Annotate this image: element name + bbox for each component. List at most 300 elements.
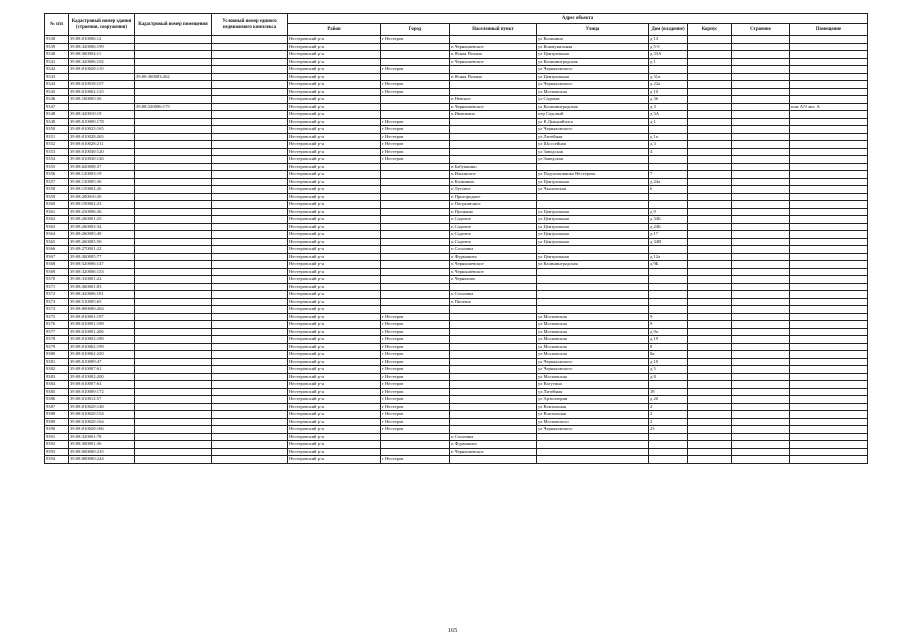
cell-settlement: п Чернышевское (450, 58, 537, 66)
cell-block (688, 88, 732, 96)
cell-building (732, 141, 790, 149)
cell-cad-building: 39:08:010018:157 (69, 81, 135, 89)
table-row (45, 133, 868, 141)
cell-num: 9376 (45, 321, 69, 329)
cell-building (732, 51, 790, 59)
table-row (45, 238, 868, 246)
table-row (45, 313, 868, 321)
cell-cad-room: 39:08:360003:262 (135, 73, 212, 81)
cell-city: г Нестеров (381, 358, 450, 366)
cell-cad-building: 39:08:010009:47 (69, 358, 135, 366)
cell-block (688, 51, 732, 59)
cell-settlement: п Ясная Поляна (450, 51, 537, 59)
cell-cad-building: 39:08:010030:126 (69, 156, 135, 164)
cell-cad-room (135, 276, 212, 284)
cell-city: г Нестеров (381, 366, 450, 374)
cell-cad-room (135, 426, 212, 434)
cell-building (732, 403, 790, 411)
cell-house: 23 (649, 426, 688, 434)
cell-block (688, 43, 732, 51)
cell-settlement (450, 411, 537, 419)
cell-building (732, 208, 790, 216)
cell-city: г Нестеров (381, 133, 450, 141)
cell-street: ул Московская (537, 321, 649, 329)
cell-city (381, 51, 450, 59)
cell-num: 9372 (45, 291, 69, 299)
cell-room (790, 291, 868, 299)
cell-settlement: п Черняхово (450, 276, 537, 284)
cell-cad-single (212, 448, 288, 456)
cell-district: Нестеровский р-н (288, 426, 381, 434)
cell-cad-single (212, 456, 288, 464)
cell-block (688, 433, 732, 441)
cell-building (732, 133, 790, 141)
cell-cad-room (135, 88, 212, 96)
cell-block (688, 268, 732, 276)
cell-num: 9338 (45, 36, 69, 44)
cell-block (688, 291, 732, 299)
cell-cad-room (135, 283, 212, 291)
cell-room (790, 456, 868, 464)
cell-block (688, 96, 732, 104)
cell-room (790, 418, 868, 426)
table-row (45, 66, 868, 74)
cell-cad-room (135, 118, 212, 126)
table-body (45, 36, 868, 464)
cell-city: г Нестеров (381, 411, 450, 419)
table-row (45, 418, 868, 426)
table-row (45, 148, 868, 156)
cell-room (790, 388, 868, 396)
cell-cad-single (212, 366, 288, 374)
cell-street (537, 456, 649, 464)
cell-cad-building: 39:08:010025:165 (69, 126, 135, 134)
cell-city: г Нестеров (381, 141, 450, 149)
cell-district: Нестеровский р-н (288, 456, 381, 464)
cell-settlement: п Садовое (450, 238, 537, 246)
cell-cad-single (212, 186, 288, 194)
cell-street (537, 306, 649, 314)
table-row (45, 373, 868, 381)
cell-street: ул Калининградская (537, 103, 649, 111)
cell-district: Нестеровский р-н (288, 193, 381, 201)
cell-cad-room (135, 388, 212, 396)
cell-city: г Нестеров (381, 328, 450, 336)
cell-city: г Нестеров (381, 426, 450, 434)
cell-room (790, 66, 868, 74)
cell-num: 9363 (45, 223, 69, 231)
cell-cad-room (135, 81, 212, 89)
table-row (45, 156, 868, 164)
cell-city: г Нестеров (381, 313, 450, 321)
cell-room (790, 231, 868, 239)
cell-district: Нестеровский р-н (288, 66, 381, 74)
table-row (45, 441, 868, 449)
cell-num: 9351 (45, 133, 69, 141)
cell-num: 9356 (45, 171, 69, 179)
cell-cad-room (135, 43, 212, 51)
cell-city: г Нестеров (381, 351, 450, 359)
cell-num: 9357 (45, 178, 69, 186)
cell-cad-single (212, 433, 288, 441)
cell-street: ул Заводская (537, 148, 649, 156)
cell-cad-building: 39:08:300005:77 (69, 253, 135, 261)
cell-cad-single (212, 171, 288, 179)
cell-room (790, 133, 868, 141)
cell-street: ул Центральная (537, 73, 649, 81)
cell-num: 9341 (45, 58, 69, 66)
cell-block (688, 276, 732, 284)
cell-cad-single (212, 58, 288, 66)
cell-block (688, 246, 732, 254)
cell-building (732, 88, 790, 96)
cell-city (381, 186, 450, 194)
cell-building (732, 321, 790, 329)
cell-cad-single (212, 163, 288, 171)
cell-street: ул Московского (537, 418, 649, 426)
cell-settlement (450, 388, 537, 396)
cell-settlement (450, 141, 537, 149)
cell-settlement: п Сосновка (450, 246, 537, 254)
header-city: Город (381, 24, 450, 36)
cell-house: 2 (649, 411, 688, 419)
cell-cad-single (212, 246, 288, 254)
cell-street: ул Московская (537, 328, 649, 336)
cell-building (732, 306, 790, 314)
cell-cad-single (212, 208, 288, 216)
table-row (45, 216, 868, 224)
cell-building (732, 456, 790, 464)
cell-settlement (450, 456, 537, 464)
cell-building (732, 336, 790, 344)
cell-cad-single (212, 148, 288, 156)
cell-cad-single (212, 201, 288, 209)
register-table (44, 13, 868, 464)
cell-num: 9355 (45, 163, 69, 171)
cell-district: Нестеровский р-н (288, 373, 381, 381)
cell-house: д 10 (649, 358, 688, 366)
cell-settlement: п Невское (450, 96, 537, 104)
cell-house: д 8 (649, 373, 688, 381)
cell-num: 9347 (45, 103, 69, 111)
cell-city (381, 291, 450, 299)
cell-block (688, 178, 732, 186)
cell-block (688, 103, 732, 111)
cell-cad-room (135, 261, 212, 269)
cell-room (790, 373, 868, 381)
cell-cad-building: 39:08:000000:244 (69, 456, 135, 464)
cell-cad-building: 39:08:230006:26 (69, 208, 135, 216)
cell-cad-building: 39:08:010002:189 (69, 336, 135, 344)
cell-district: Нестеровский р-н (288, 253, 381, 261)
cell-house (649, 156, 688, 164)
cell-num: 9390 (45, 426, 69, 434)
cell-num: 9366 (45, 246, 69, 254)
cell-cad-building: 39:08:320010:19 (69, 111, 135, 119)
cell-district: Нестеровский р-н (288, 381, 381, 389)
cell-city: г Нестеров (381, 81, 450, 89)
cell-cad-building: 39:08:260001:25 (69, 216, 135, 224)
cell-cad-single (212, 43, 288, 51)
cell-room (790, 81, 868, 89)
cell-city (381, 223, 450, 231)
cell-num: 9392 (45, 441, 69, 449)
cell-settlement (450, 156, 537, 164)
cell-district: Нестеровский р-н (288, 433, 381, 441)
cell-settlement: п Садовое (450, 223, 537, 231)
cell-num: 9364 (45, 231, 69, 239)
cell-street: ул Центральная (537, 253, 649, 261)
cell-district: Нестеровский р-н (288, 201, 381, 209)
cell-district: Нестеровский р-н (288, 358, 381, 366)
table-row (45, 388, 868, 396)
cell-district: Нестеровский р-н (288, 366, 381, 374)
table-row (45, 126, 868, 134)
cell-cad-building: 39:08:010007:61 (69, 366, 135, 374)
cell-cad-room (135, 201, 212, 209)
cell-building (732, 81, 790, 89)
cell-house: д 17 (649, 231, 688, 239)
cell-street: ул Московская (537, 343, 649, 351)
table-row (45, 178, 868, 186)
cell-house: д 20 (649, 396, 688, 404)
cell-street: ул Центральная (537, 216, 649, 224)
cell-settlement: п Садовое (450, 231, 537, 239)
cell-house (649, 306, 688, 314)
cell-city: г Нестеров (381, 118, 450, 126)
cell-district: Нестеровский р-н (288, 403, 381, 411)
cell-cad-single (212, 231, 288, 239)
cell-cad-single (212, 103, 288, 111)
cell-district: Нестеровский р-н (288, 261, 381, 269)
cell-room (790, 381, 868, 389)
cell-block (688, 193, 732, 201)
cell-district: Нестеровский р-н (288, 283, 381, 291)
cell-num: 9350 (45, 126, 69, 134)
cell-room (790, 396, 868, 404)
cell-block (688, 133, 732, 141)
table-row (45, 411, 868, 419)
table-row (45, 343, 868, 351)
cell-street: ул Московская (537, 313, 649, 321)
table-row (45, 58, 868, 66)
table-row (45, 276, 868, 284)
cell-block (688, 111, 732, 119)
cell-district: Нестеровский р-н (288, 448, 381, 456)
cell-num: 9387 (45, 403, 69, 411)
cell-room (790, 246, 868, 254)
cell-cad-building: 39:08:320001:78 (69, 433, 135, 441)
cell-city (381, 261, 450, 269)
cell-cad-room (135, 441, 212, 449)
cell-cad-room (135, 148, 212, 156)
cell-district: Нестеровский р-н (288, 306, 381, 314)
cell-house (649, 448, 688, 456)
cell-room (790, 298, 868, 306)
cell-cad-single (212, 178, 288, 186)
cell-block (688, 321, 732, 329)
cell-room (790, 336, 868, 344)
cell-cad-room (135, 186, 212, 194)
cell-cad-building: 39:08:010062:220 (69, 351, 135, 359)
cell-cad-single (212, 216, 288, 224)
table-row (45, 163, 868, 171)
cell-cad-building: 39:08:010062:125 (69, 88, 135, 96)
cell-cad-room (135, 223, 212, 231)
cell-cad-building: 39:08:000000:264 (69, 306, 135, 314)
cell-num: 9348 (45, 111, 69, 119)
cell-building (732, 246, 790, 254)
table-row (45, 231, 868, 239)
cell-building (732, 426, 790, 434)
cell-cad-single (212, 328, 288, 336)
cell-block (688, 156, 732, 164)
cell-room (790, 411, 868, 419)
cell-building (732, 223, 790, 231)
table-row (45, 261, 868, 269)
table-row (45, 351, 868, 359)
cell-street: ул Черняховского (537, 366, 649, 374)
cell-cad-room (135, 411, 212, 419)
cell-settlement: п Сосновка (450, 433, 537, 441)
cell-cad-single (212, 373, 288, 381)
cell-building (732, 43, 790, 51)
cell-num: 9367 (45, 253, 69, 261)
cell-building (732, 253, 790, 261)
table-row (45, 81, 868, 89)
cell-city (381, 96, 450, 104)
table-row (45, 208, 868, 216)
cell-cad-room (135, 96, 212, 104)
cell-street (537, 201, 649, 209)
table-row (45, 43, 868, 51)
cell-house: д 10 (649, 88, 688, 96)
cell-room (790, 171, 868, 179)
cell-city (381, 231, 450, 239)
cell-room (790, 328, 868, 336)
cell-house: д 9Б (649, 261, 688, 269)
cell-cad-room (135, 381, 212, 389)
cell-street (537, 268, 649, 276)
cell-cad-room (135, 336, 212, 344)
cell-street: ул Калинина (537, 36, 649, 44)
cell-district: Нестеровский р-н (288, 51, 381, 59)
cell-cad-room (135, 268, 212, 276)
cell-street (537, 276, 649, 284)
cell-district: Нестеровский р-н (288, 208, 381, 216)
cell-building (732, 238, 790, 246)
cell-settlement (450, 118, 537, 126)
cell-building (732, 291, 790, 299)
cell-house: д 1а (649, 133, 688, 141)
table-row (45, 381, 868, 389)
cell-settlement: п Фурманово (450, 441, 537, 449)
table-row (45, 291, 868, 299)
cell-cad-single (212, 133, 288, 141)
cell-house (649, 126, 688, 134)
table-row (45, 328, 868, 336)
cell-building (732, 373, 790, 381)
cell-cad-single (212, 118, 288, 126)
cell-cad-building: 39:08:300001:36 (69, 441, 135, 449)
cell-street: ул Центральная (537, 51, 649, 59)
cell-street: ул Вагутина (537, 381, 649, 389)
cell-settlement (450, 373, 537, 381)
cell-block (688, 313, 732, 321)
cell-block (688, 283, 732, 291)
cell-cad-room (135, 231, 212, 239)
cell-num: 9384 (45, 381, 69, 389)
cell-settlement (450, 366, 537, 374)
cell-district: Нестеровский р-н (288, 133, 381, 141)
cell-street: ул Литейная (537, 133, 649, 141)
cell-room (790, 366, 868, 374)
cell-house: д 12а (649, 253, 688, 261)
cell-cad-single (212, 283, 288, 291)
cell-house: д 1 (649, 118, 688, 126)
cell-cad-single (212, 313, 288, 321)
cell-city: г Нестеров (381, 321, 450, 329)
cell-city (381, 171, 450, 179)
header-cad-single: Условный номер единого недвижимого комплекса (212, 14, 288, 36)
cell-cad-building: 39:08:010012:57 (69, 396, 135, 404)
cell-house: д 31а (649, 73, 688, 81)
cell-building (732, 261, 790, 269)
cell-district: Нестеровский р-н (288, 148, 381, 156)
cell-street: ул Черняховского (537, 81, 649, 89)
cell-cad-single (212, 403, 288, 411)
cell-cad-room (135, 418, 212, 426)
cell-block (688, 223, 732, 231)
cell-cad-single (212, 426, 288, 434)
cell-district: Нестеровский р-н (288, 111, 381, 119)
cell-street: ул Черняховского (537, 126, 649, 134)
cell-num: 9345 (45, 88, 69, 96)
cell-num: 9339 (45, 43, 69, 51)
cell-cad-single (212, 298, 288, 306)
cell-city: г Нестеров (381, 88, 450, 96)
cell-district: Нестеровский р-н (288, 88, 381, 96)
cell-city (381, 201, 450, 209)
header-settlement: Населенный пункт (450, 24, 537, 36)
cell-house (649, 268, 688, 276)
cell-district: Нестеровский р-н (288, 171, 381, 179)
cell-district: Нестеровский р-н (288, 216, 381, 224)
cell-cad-building: 39:08:420006:181 (69, 291, 135, 299)
cell-building (732, 283, 790, 291)
cell-street (537, 193, 649, 201)
cell-cad-room (135, 141, 212, 149)
cell-cad-single (212, 141, 288, 149)
cell-city: г Нестеров (381, 126, 450, 134)
cell-city (381, 238, 450, 246)
cell-district: Нестеровский р-н (288, 313, 381, 321)
cell-district: Нестеровский р-н (288, 336, 381, 344)
cell-num: 9352 (45, 141, 69, 149)
cell-street: ул Центральная (537, 231, 649, 239)
cell-cad-room (135, 163, 212, 171)
header-address-group: Адрес объекта (288, 14, 868, 24)
cell-room (790, 186, 868, 194)
cell-cad-room (135, 246, 212, 254)
cell-settlement: п Садовое (450, 216, 537, 224)
cell-room (790, 73, 868, 81)
cell-district: Нестеровский р-н (288, 36, 381, 44)
cell-room (790, 208, 868, 216)
header-cad-building: Кадастровый номер здания (строения, сооружения) (69, 14, 135, 36)
cell-room (790, 253, 868, 261)
cell-street: ул Подполковника Нестерова (537, 171, 649, 179)
